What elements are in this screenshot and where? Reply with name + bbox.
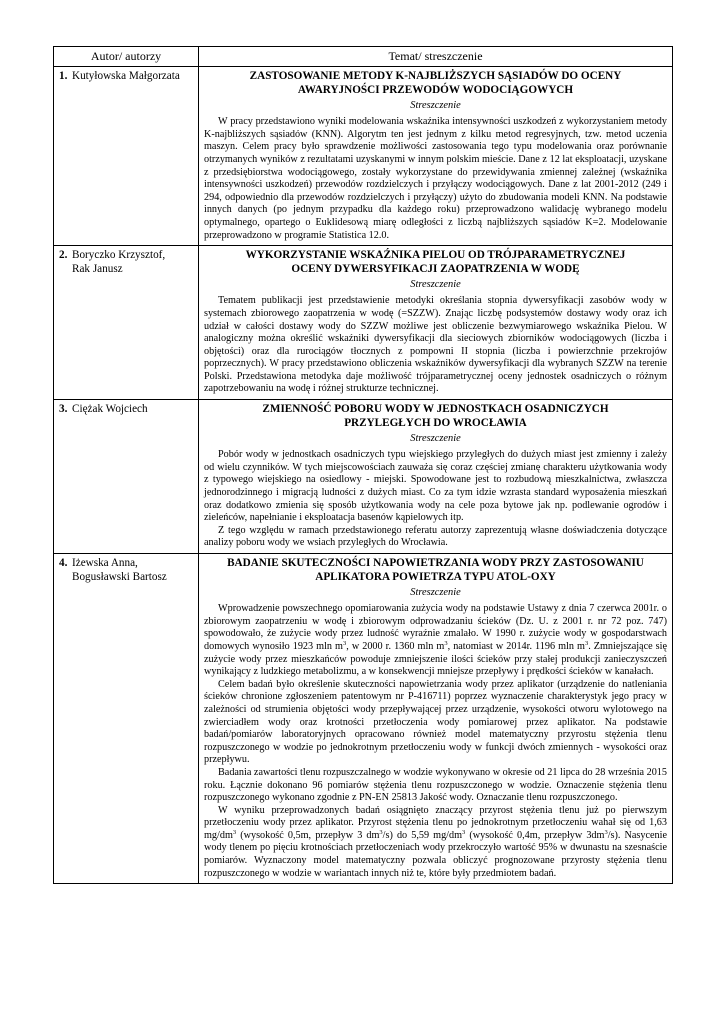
paper-title [204,557,667,584]
abstract-label: Streszczenie [410,587,461,599]
topic-column-header: Temat/ streszczenie [199,47,673,67]
abstract-paragraph: Wprowadzenie powszechnego opomiarowania zużycia wody na podstawie Ustawy z dnia 7 czerwca 2001r. o zbiorowym zaopatrzeniu w wodę i zbiorowym odprowadzaniu ścieków (Dz. U. z 2001 r. nr 72 poz. 747) spowodowało, że zużycie wody przez ludność wyraźnie zmalało. W 1990 r. zużycie wody w gospodarstwach domowych wynosiło 1923 mln $m^3$, w 2000 r. 1360 mln $m^3$, natomiast w 2014r. 1196 mln $m^3$. Zmniejszające się zużycie wody przez mieszkańców powoduje zmniejszenie ilości ścieków przy stałej produkcji zanieczyszczeń wynikający z ludzkiego metabolizmu, a w konsekwencji mniejsze przepływy i prędkości ścieków w kanałach. [204,603,667,678]
abstract-label: Streszczenie [410,433,461,445]
abstract-cell [199,400,673,554]
author-name: Iżewska Anna, [72,557,138,569]
paper-title [204,70,667,97]
table-header-row [54,47,673,67]
abstract-paragraph: Badania zawartości tlenu rozpuszczalnego w wodzie wykonywano w okresie od 21 lipca do 28 września 2015 roku. Łącznie dokonano 96 pomiarów stężenia tlenu rozpuszczonego w wodzie. Oznaczenie stężenia tlenu rozpuszczonego wykonano zgodnie z PN-EN 25813 Jakość wody. Oznaczanie tlenu rozpuszczonego. [204,766,667,804]
abstract-paragraph: Z tego względu w ramach przedstawionego referatu autorzy zaprezentują własne doświadczenia dotyczące analizy poboru wody we wsiach przyległych do Wrocławia. [204,524,667,549]
paper-title-line: PRZYLEGŁYCH DO WROCŁAWIA [344,416,527,429]
abstract-paragraph: Pobór wody w jednostkach osadniczych typu wiejskiego przyległych do dużych miast jest zmienny i zależy od wielu czynników. W tych miejscowościach zauważa się coraz częściej zmianę charakteru użytkowania wody z typowego wiejskiego na osiedlowy - miejski. Spowodowane jest to rozbudową mieszkalnictwa, zwłaszcza jednorodzinnego i migracją ludności z dużych miast. Co za tym idzie wzrasta standard wyposażenia mieszkań oraz dodatkowo zmienia się sposób użytkowania wody na cele poza bytowe jak np. podlewanie ogrodów i zieleńców, napełnianie i eksploatacja basenów kąpielowych itp. [204,449,667,524]
paper-title [204,249,667,276]
author-name: Boryczko Krzysztof, [72,249,166,262]
table-row [54,67,673,246]
author-name: Kutyłowska Małgorzata [72,70,180,82]
paper-title-line: APLIKATORA POWIETRZA TYPU ATOL-OXY [315,570,556,583]
abstract-cell [199,246,673,400]
authors-column-header: Autor/ autorzy [54,47,199,67]
abstract-cell [199,67,673,246]
abstract-paragraph: W wyniku przeprowadzonych badań osiągnięto znaczący przyrost stężenia tlenu już po pierwszym przetłoczeniu wody przez aplikator. Przyrost stężenia tlenu po jednokrotnym przetłoczeniu wahał się od 1,63 $mg/dm^3$ (wysokość 0,5m, przepływ 3 $dm^3/s$) do 5,59 $mg/dm^3$ (wysokość 0,4m, przepływ $3dm^3/s$). Nasycenie wody tlenem po pięciu krotnościach przetłoczeniach wody przekroczyło wartość 95% w dwunastu na szesnaście pomiarów. Wyznaczony model matematyczny pozwala obliczyć prognozowane przyrosty stężenia tlenu rozpuszczonego w wodzie w wariantach innych niż te, które były przedmiotem badań. [204,804,667,879]
abstract-paragraph: W pracy przedstawiono wyniki modelowania wskaźnika intensywności uszkodzeń z wykorzystaniem metody K-najbliższych sąsiadów (KNN). Algorytm ten jest jednym z kilku metod regresyjnych, tzw. metod uczenia maszyn. Celem pracy było sprawdzenie możliwości zastosowania tego typu modelowania oraz porównanie otrzymanych wyników z rezultatami uzyskanymi w innym polskim mieście. Dane z 12 lat eksploatacji, uzyskane z przedsiębiorstwa wodociągowego, zostały wykorzystane do przewidywania zmiennej zależnej (wskaźnika intensywności uszkodzeń) przewodów rozdzielczych i przyłączy wodociągowych. Dane z lat 2001-2012 (249 i 294, odpowiednio dla przewodów rozdzielczych i przyłączy) użyto do zbudowania modeli KNN. Na podstawie innych danych (po jednym przypadku dla każdego roku) przeprowadzono walidację wybranego modelu optymalnego, opartego o Euklidesową miarę odległości z liczbą najbliższych sąsiadów K=2. Modelowanie przeprowadzono w programie Statistica 12.0. [204,116,667,241]
abstract-label: Streszczenie [410,279,461,291]
entry-number: 3. [59,403,68,416]
author-cell [54,400,199,554]
author-name: Rak Janusz [72,262,123,275]
entry-number: 4. [59,557,68,569]
abstract-label: Streszczenie [410,100,461,112]
table-row [54,400,673,554]
abstract-cell [199,554,673,884]
author-cell [54,246,199,400]
paper-title-line: ZMIENNOŚĆ POBORU WODY W JEDNOSTKACH OSADNICZYCH [262,403,609,416]
abstract-paragraph: Tematem publikacji jest przedstawienie metodyki określania stopnia dywersyfikacji zasobów wody w systemach zbiorowego zaopatrzenia w wodę (=SZZW). Znając liczbę podsystemów dostawy wody oraz ich udział w całości dostawy wody do SZZW możliwe jest obliczenie bezwymiarowego wskaźnika Pielou. W analogiczny można określić wskaźniki dywersyfikacji dla sieciowych zbiorników wodociągowych (liczba i objętości) oraz dla rurociągów tłocznych z pompowni II stopnia (liczba i powierzchnie przekrojów poprzecznych). W pracy przedstawiono obliczenia wskaźników dywersyfikacji dla wybranych SZZW na terenie Polski. Przedstawiona metodyka daje możliwość trójparametrycznej oceny jednostek osadniczych o różnym zapotrzebowaniu na wodę i różnej strukturze technicznej. [204,295,667,395]
paper-title-line: WYKORZYSTANIE WSKAŹNIKA PIELOU OD TRÓJPARAMETRYCZNEJ [245,249,626,262]
entry-number: 1. [59,70,68,82]
abstracts-table [53,46,673,884]
paper-title-line: OCENY DYWERSYFIKACJI ZAOPATRZENIA W WODĘ [291,262,580,275]
author-cell [54,67,199,246]
table-row [54,246,673,400]
paper-title-line: BADANIE SKUTECZNOŚCI NAPOWIETRZANIA WODY PRZY ZASTOSOWANIU [227,557,644,569]
abstract-paragraph: Celem badań było określenie skuteczności napowietrzania wody przez aplikator (urządzenie do natleniania ścieków chronione zgłoszeniem patentowym nr P-416711) poprzez wyznaczenie charakterystyk jego pracy w zależności od strumienia objętości wody przepływającej przez urządzenie, wysokości otworu wylotowego na zwierciadłem wody oraz krotności przetłoczenia wody pomiarowej przez aplikator. Na podstawie badań/pomiarów laboratoryjnych opracowano również model matematyczny przyrostu stężenia tlenu rozpuszczonego w wodzie po jednokrotnym przetłoczeniu wody w funkcji dwóch zmiennych - wysokości oraz przepływu. [204,678,667,766]
paper-title-line: AWARYJNOŚCI PRZEWODÓW WODOCIĄGOWYCH [297,83,574,96]
paper-title [204,403,667,430]
author-name: Ciężak Wojciech [72,403,148,416]
entry-number: 2. [59,249,68,262]
table-row [54,554,673,884]
author-cell [54,554,199,884]
author-name: Bogusławski Bartosz [72,570,167,583]
paper-title-line: ZASTOSOWANIE METODY K-NAJBLIŻSZYCH SĄSIADÓW DO OCENY [249,70,622,82]
